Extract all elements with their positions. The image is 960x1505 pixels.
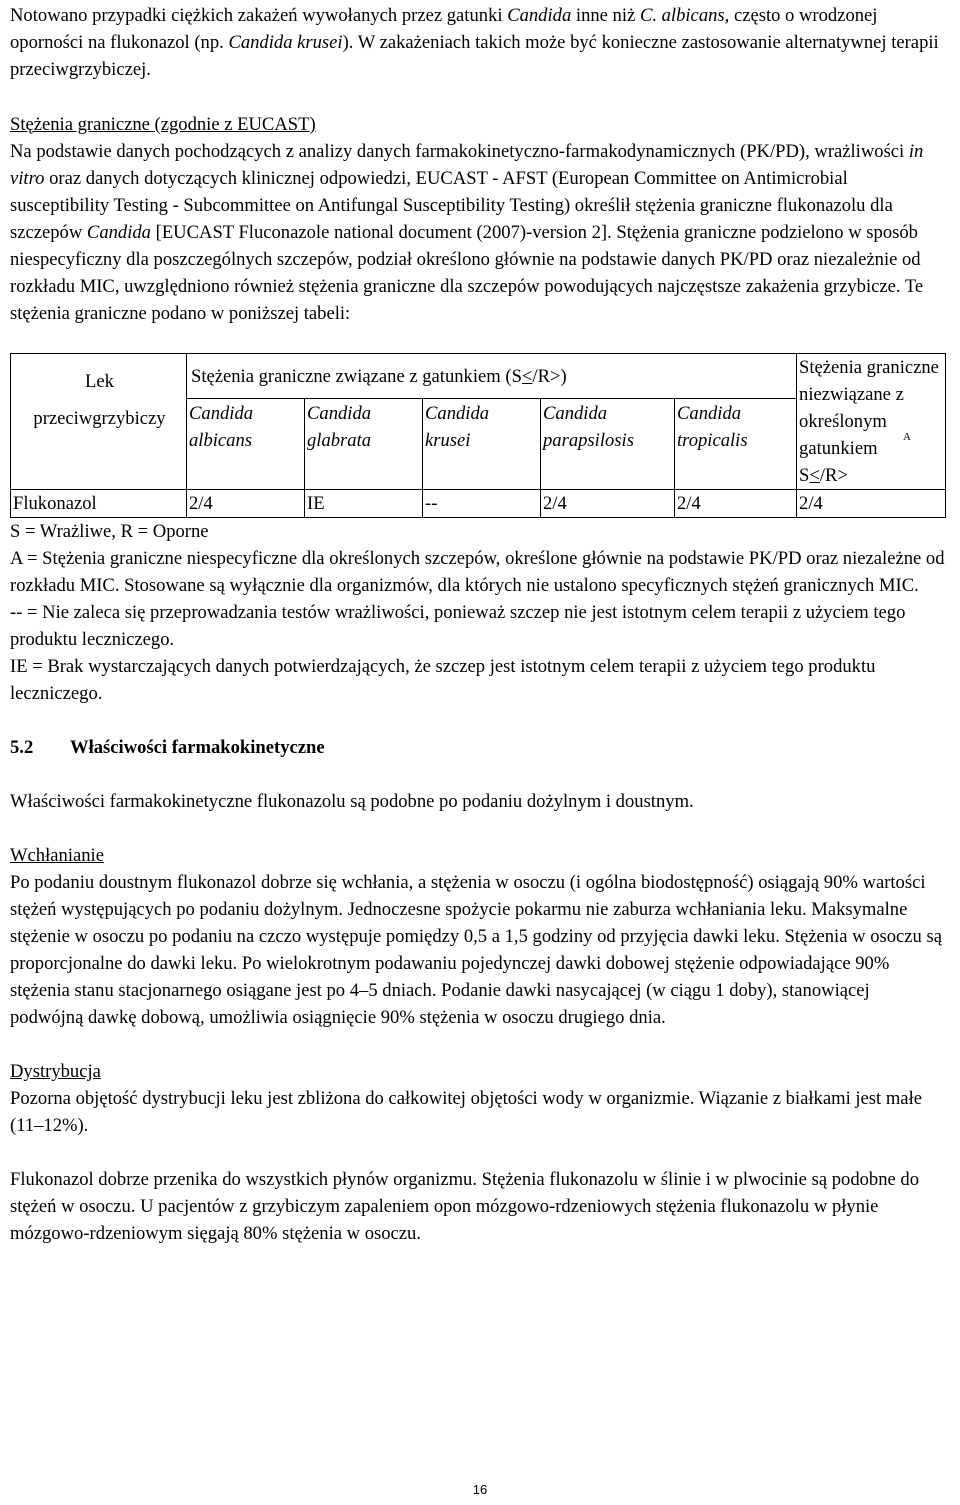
section-number: 5.2 [10,737,34,758]
footnote-ie: IE = Brak wystarczających danych potwierdzających, że szczep jest istotnym celem terapii z użyciem tego produktu leczniczego. [10,656,876,704]
section-title: Właściwości farmakokinetyczne [70,737,325,758]
intro-italic-1: Candida [507,5,572,26]
header-species-breakpoints [187,354,797,399]
footnote-sr: S = Wrażliwe, R = Oporne [10,521,209,542]
cell-drug: Flukonazol [11,490,187,518]
cell-parapsilosis: 2/4 [541,490,675,518]
document-page [10,2,945,1247]
species-glabrata: Candida glabrata [305,399,423,490]
cell-glabrata: IE [305,490,423,518]
header-nonspecies-text: Stężenia graniczne niezwiązane z określonym gatunkiem [799,357,939,459]
section-heading [10,734,945,761]
distribution-heading: Dystrybucja [10,1061,101,1082]
table-row [11,490,946,518]
header-drug-line2: przeciwgrzybiczy [33,408,166,429]
intro-text-1: Notowano przypadki ciężkich zakażeń wywołanych przez gatunki [10,5,508,26]
intro-italic-2: C. albicans, [639,5,730,26]
breakpoints-italic-b: Candida [86,222,151,243]
header-nonspecies-breakpoints [797,354,946,490]
breakpoints-text-b: oraz danych dotyczących klinicznej odpowiedzi, EUCAST - AFST (European Committee on Antimicrobial susceptibility Testing - Subcommittee on Antifungal Susceptibility Testing) określił stężenia graniczne flukonazolu dla szczepów [10,168,893,243]
intro-italic-3: Candida krusei [228,32,343,53]
intro-paragraph [10,2,945,83]
cell-albicans: 2/4 [187,490,305,518]
footnote-dashes: -- = Nie zaleca się przeprowadzania testów wrażliwości, ponieważ szczep nie jest istotnym celem terapii z użyciem tego produktu leczniczego. [10,602,906,650]
distribution-paragraph-1: Pozorna objętość dystrybucji leku jest zbliżona do całkowitej objętości wody w organizmie. Wiązanie z białkami jest małe (11–12%). [10,1088,922,1136]
cell-krusei: -- [423,490,541,518]
intro-text-3: często o wrodzonej oporności na flukonazol (np. [10,5,878,53]
absorption-paragraph: Po podaniu doustnym flukonazol dobrze się wchłania, a stężenia w osoczu (i ogólna biodostępność) osiągają 90% wartości stężeń występujących po podaniu dożylnym. Jednoczesne spożycie pokarmu nie zaburza wchłaniania leku. Maksymalne stężenie w osoczu po podaniu na czczo występuje pomiędzy 0,5 a 1,5 godziny od przyjęcia dawki leku. Stężenia w osoczu są proporcjonalne do dawki leku. Po wielokrotnym podawaniu pojedynczej dawki dobowej stężenie odpowiadające 90% stężenia stanu stacjonarnego osiągane jest po 4–5 dniach. Podanie dawki nasycającej (w ciągu 1 doby), stanowiącej podwójną dawkę dobową, umożliwia osiągnięcie 90% stężenia w osoczu drugiego dnia. [10,872,942,1028]
breakpoints-table [10,353,946,518]
cell-tropicalis: 2/4 [675,490,797,518]
breakpoints-italic-a: in vitro [10,141,924,189]
section-intro: Właściwości farmakokinetyczne flukonazolu są podobne po podaniu dożylnym i doustnym. [10,791,694,812]
distribution-paragraph-2: Flukonazol dobrze przenika do wszystkich płynów organizmu. Stężenia flukonazolu w ślinie i w plwocinie są podobne do stężeń w osoczu. U pacjentów z grzybiczym zapaleniem opon mózgowo-rdzeniowych stężenia flukonazolu w płynie mózgowo-rdzeniowym sięgają 80% stężenia w osoczu. [10,1169,919,1244]
species-tropicalis: Candida tropicalis [675,399,797,490]
breakpoints-text-c: [EUCAST Fluconazole national document (2007)-version 2]. Stężenia graniczne podzielono w sposób niespecyficzny dla poszczególnych szczepów, podział określono głównie na podstawie danych PK/PD oraz niezależnie od rozkładu MIC, uwzględniono również stężenia graniczne dla szczepów powodujących najczęstsze zakażenia grzybicze. Te stężenia graniczne podano w poniższej tabeli: [10,222,924,324]
table-footnotes [10,518,945,707]
intro-text-2: inne niż [571,5,640,26]
header-drug [11,354,187,490]
header-species-text: Stężenia graniczne związane z gatunkiem (S</R>) [191,365,567,387]
header-drug-line1: Lek [85,371,114,392]
breakpoints-heading: Stężenia graniczne (zgodnie z EUCAST) [10,114,316,135]
absorption-heading: Wchłanianie [10,845,104,866]
cell-nonspecies: 2/4 [797,490,946,518]
footnote-marker-a: A [903,431,911,443]
species-parapsilosis: Candida parapsilosis [541,399,675,490]
page-number: 16 [472,1482,488,1497]
species-albicans: Candida albicans [187,399,305,490]
intro-text-4: ). W zakażeniach takich może być konieczne zastosowanie alternatywnej terapii przeciwgrzybiczej. [10,32,939,80]
table-header-row [11,354,946,399]
breakpoints-paragraph [10,138,945,327]
footnote-a: A = Stężenia graniczne niespecyficzne dla określonych szczepów, określone głównie na podstawie PK/PD oraz niezależne od rozkładu MIC. Stosowane są wyłącznie dla organizmów, dla których nie ustalono specyficznych stężeń granicznych MIC. [10,548,945,596]
species-krusei: Candida krusei [423,399,541,490]
header-nonspecies-sr: S</R> [799,465,848,486]
breakpoints-text-a: Na podstawie danych pochodzących z analizy danych farmakokinetyczno-farmakodynamicznych (PK/PD), wrażliwości [10,141,909,162]
